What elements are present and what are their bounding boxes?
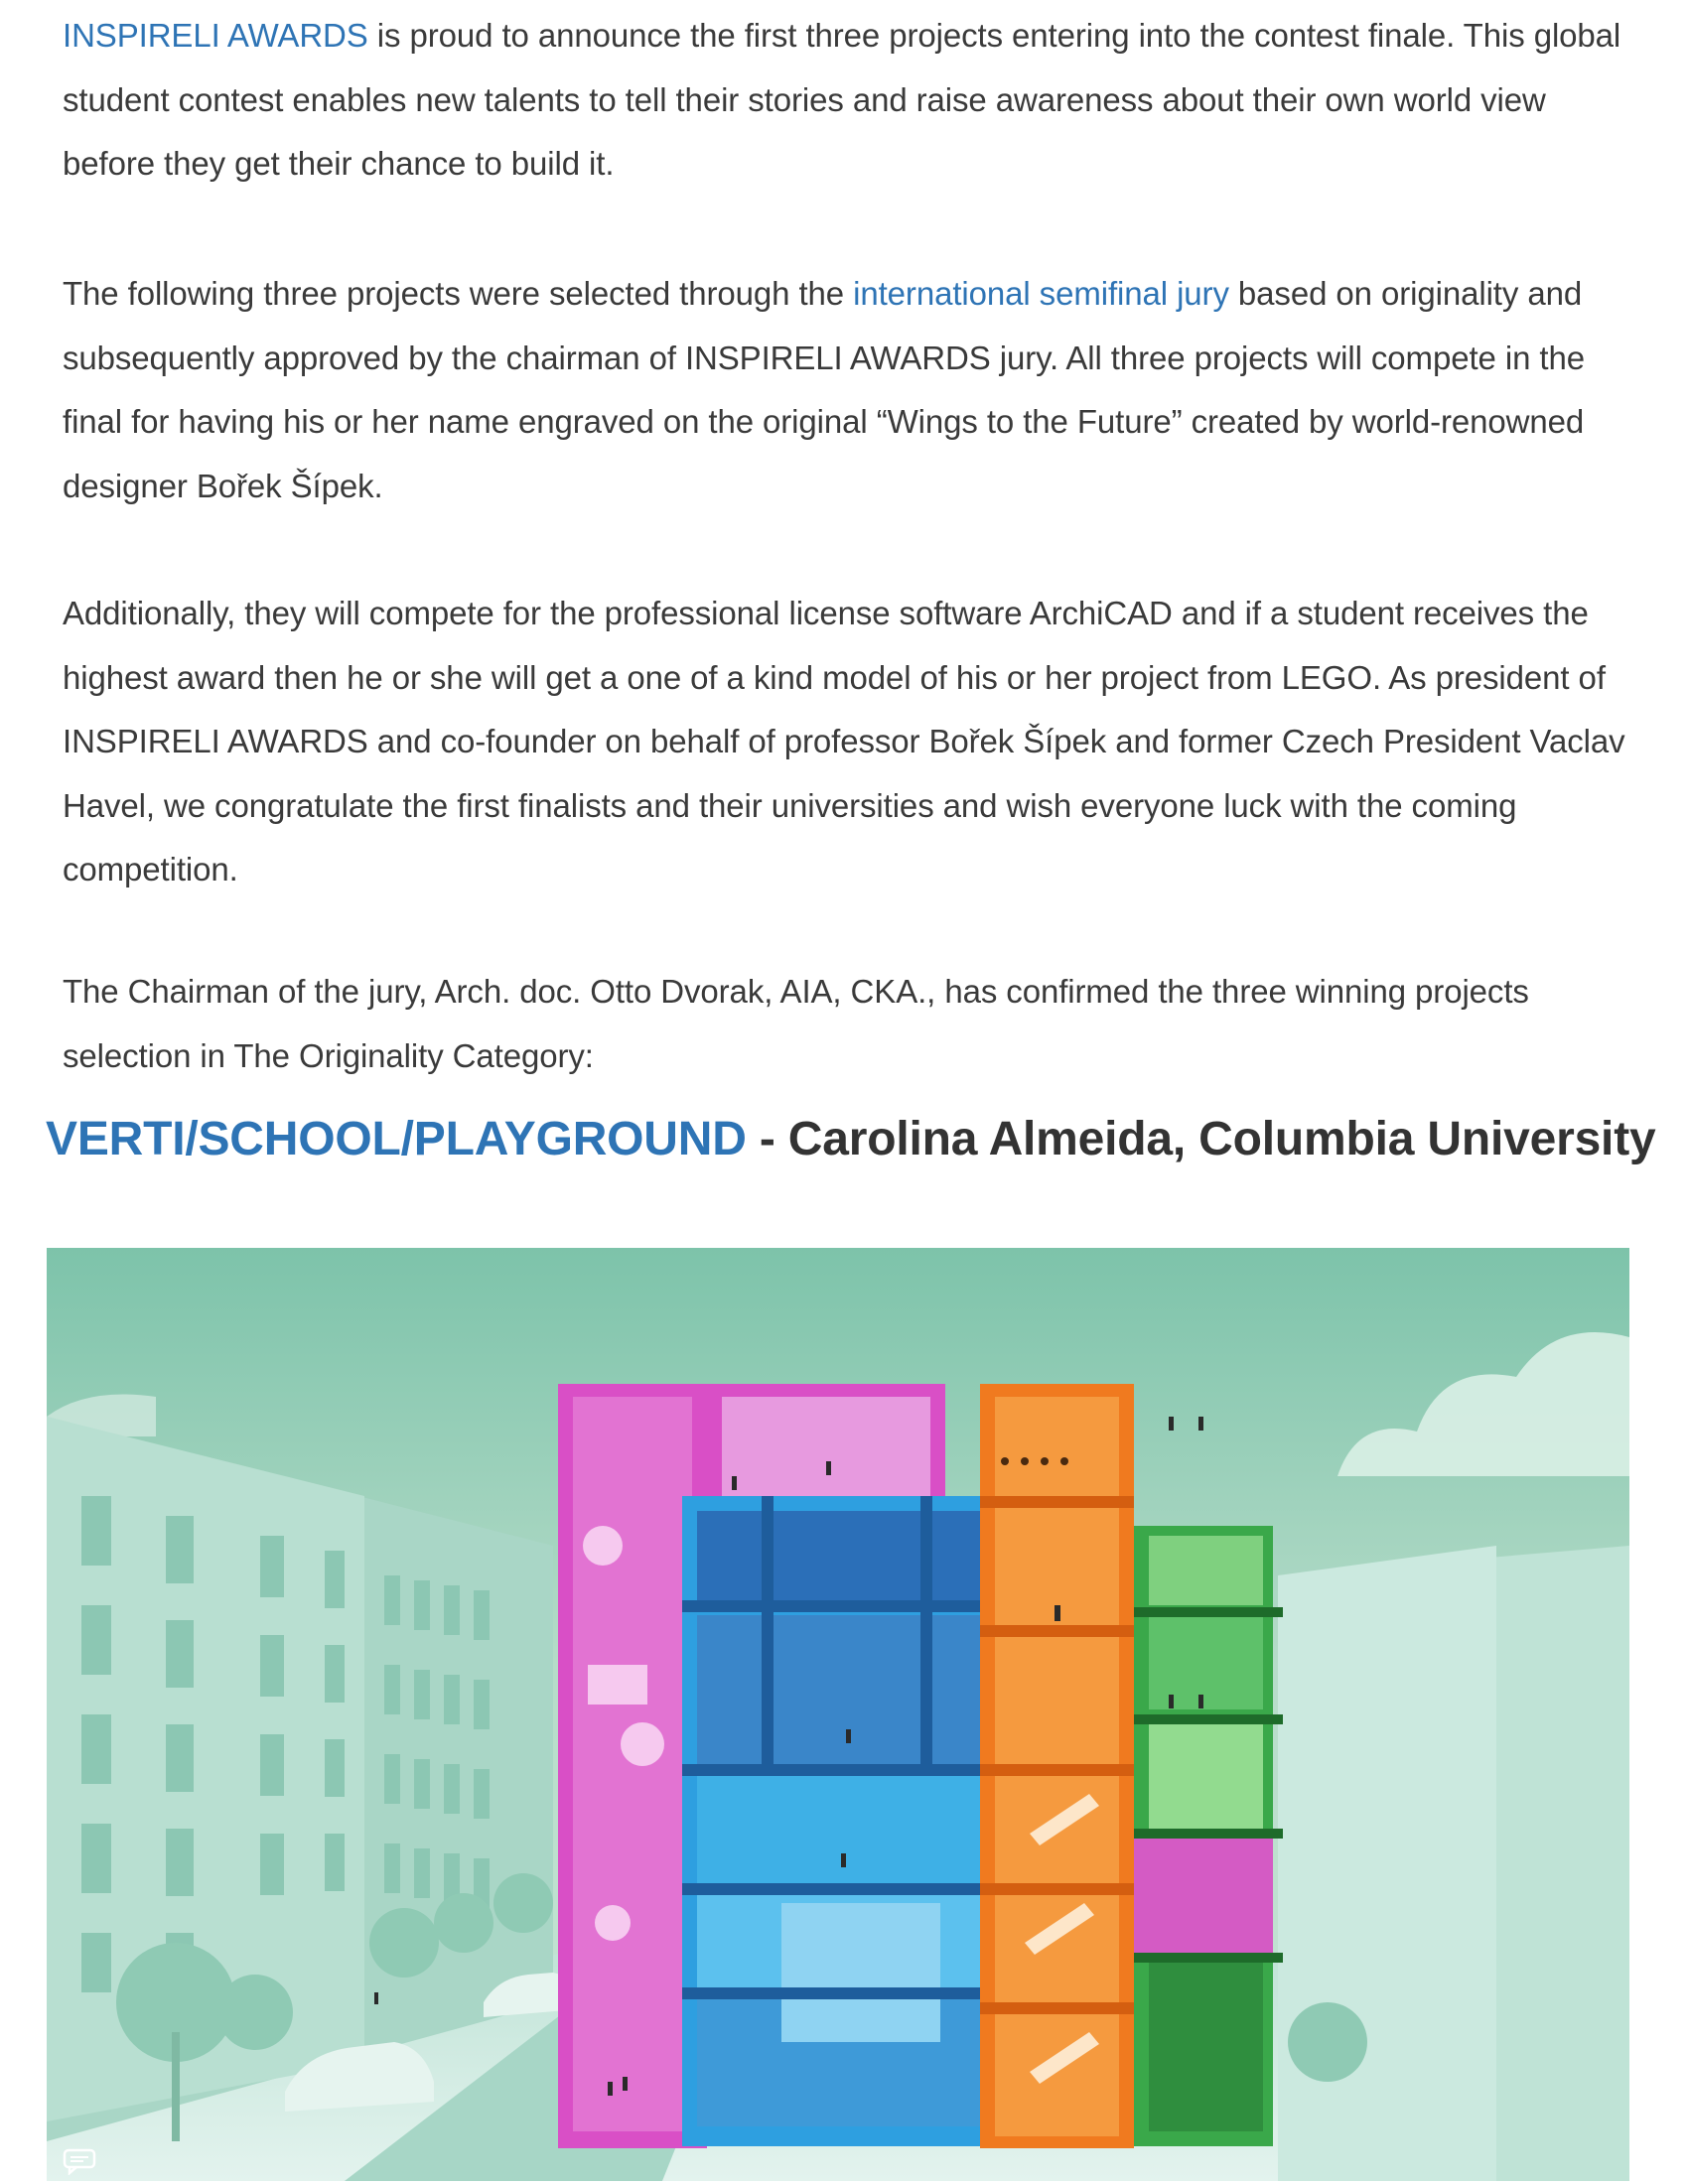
project-title-link[interactable]: VERTI/SCHOOL/PLAYGROUND: [46, 1113, 747, 1165]
project-author: Carolina Almeida, Columbia University: [787, 1113, 1656, 1165]
inspireli-awards-link[interactable]: INSPIRELI AWARDS: [63, 17, 368, 54]
selection-paragraph-text-after: based on originality and subsequently approved by the chairman of INSPIRELI AWARDS jury. All three projects will compete in the final for having his or her name engraved on the original “Wings to the Future” created by world-renowned designer Bořek Šípek.: [63, 275, 1585, 504]
selection-paragraph: [63, 262, 1631, 518]
comment-button[interactable]: [62, 2147, 103, 2177]
project-heading: [46, 1108, 1655, 1171]
intro-paragraph: [63, 4, 1631, 197]
semifinal-jury-link[interactable]: international semifinal jury: [853, 275, 1229, 312]
comment-icon: [62, 2147, 97, 2175]
intro-paragraph-text: is proud to announce the first three projects entering into the contest finale. This global student contest enables new talents to tell their stories and raise awareness about their own world view before they get their chance to build it.: [63, 17, 1621, 182]
selection-paragraph-text-before: The following three projects were selected through the: [63, 275, 854, 312]
chairman-paragraph: The Chairman of the jury, Arch. doc. Otto Dvorak, AIA, CKA., has confirmed the three winning projects selection in The Originality Category:: [63, 973, 1529, 1074]
prizes-paragraph: Additionally, they will compete for the professional license software ArchiCAD and if a student receives the highest award then he or she will get a one of a kind model of his or her project from LEGO. As president of INSPIRELI AWARDS and co-founder on behalf of professor Bořek Šípek and former Czech President Vaclav Havel, we congratulate the first finalists and their universities and wish everyone luck with the coming competition.: [63, 595, 1625, 887]
project-illustration: [47, 1248, 1629, 2181]
project-separator: -: [746, 1113, 788, 1165]
